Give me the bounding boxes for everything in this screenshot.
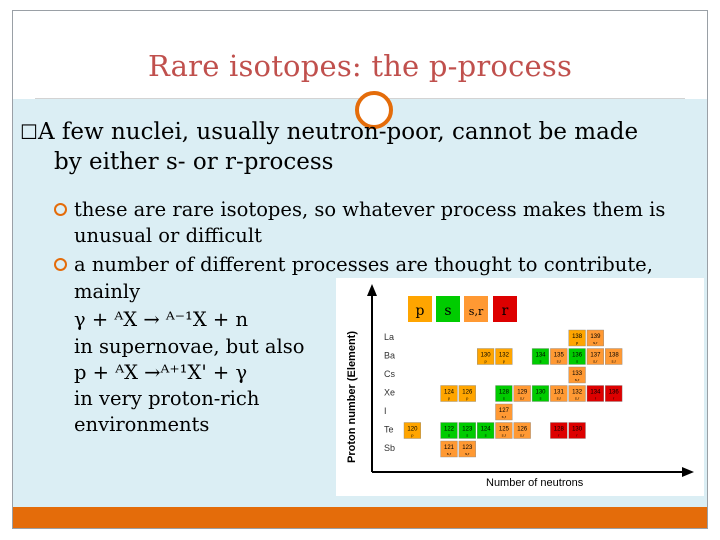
isotope-mass-label: 136 bbox=[608, 389, 619, 396]
checkbox-bullet-icon: ☐ bbox=[20, 120, 38, 144]
y-axis-arrow-icon bbox=[367, 284, 377, 296]
legend-label: p bbox=[415, 303, 425, 319]
isotope-type-label: s,r bbox=[593, 340, 598, 345]
isotope-type-label: s,r bbox=[593, 358, 598, 364]
isotope-mass-label: 123 bbox=[462, 426, 473, 433]
isotope-type-label: s,r bbox=[501, 414, 507, 419]
isotope-mass-label: 127 bbox=[498, 408, 509, 414]
isotope-mass-label: 129 bbox=[517, 389, 528, 396]
title-area bbox=[13, 11, 707, 99]
isotope-type-label: s bbox=[539, 358, 542, 364]
main-bullet-line2: by either s- or r-process bbox=[54, 148, 334, 175]
isotope-mass-label: 133 bbox=[572, 371, 583, 377]
isotope-mass-label: 126 bbox=[517, 426, 528, 433]
equation-line: γ + ᴬX → ᴬ⁻¹X + n bbox=[74, 308, 249, 331]
isotope-type-label: s,r bbox=[574, 377, 580, 382]
isotope-mass-label: 124 bbox=[480, 426, 491, 433]
isotope-type-label: r bbox=[613, 395, 615, 401]
isotope-type-label: r bbox=[594, 395, 597, 401]
isotope-type-label: s,r bbox=[446, 451, 452, 456]
isotope-mass-label: 130 bbox=[572, 426, 583, 433]
isotope-mass-label: 135 bbox=[553, 352, 564, 359]
isotope-mass-label: 136 bbox=[572, 352, 583, 359]
main-bullet bbox=[20, 118, 700, 178]
isotope-type-label: p bbox=[484, 358, 487, 364]
equation-line: in supernovae, but also bbox=[74, 335, 305, 358]
x-axis-arrow-icon bbox=[682, 467, 694, 477]
element-label: La bbox=[384, 332, 395, 342]
isotope-type-label: p bbox=[466, 395, 469, 401]
isotope-mass-label: 126 bbox=[462, 389, 473, 396]
sub-bullet-line2: mainly bbox=[74, 280, 141, 303]
isotope-chart bbox=[336, 278, 704, 496]
bottom-accent-bar bbox=[13, 507, 707, 528]
isotope-type-label: s bbox=[448, 432, 450, 438]
element-label: Cs bbox=[384, 369, 395, 379]
isotope-mass-label: 131 bbox=[553, 389, 564, 396]
isotope-mass-label: 138 bbox=[608, 352, 619, 359]
isotope-type-label: s bbox=[502, 395, 505, 401]
isotope-type-label: s,r bbox=[574, 395, 580, 401]
isotope-mass-label: 134 bbox=[535, 352, 546, 359]
equation-line: in very proton-rich bbox=[74, 387, 260, 410]
y-axis-label: Proton number (Element) bbox=[346, 330, 358, 463]
isotope-mass-label: 130 bbox=[535, 389, 546, 396]
isotope-type-label: p bbox=[411, 432, 414, 438]
isotope-type-label: s,r bbox=[611, 358, 616, 364]
equation-line: p + ᴬX →ᴬ⁺¹X' + γ bbox=[74, 361, 248, 384]
isotope-mass-label: 137 bbox=[590, 352, 601, 359]
isotope-type-label: p bbox=[447, 395, 451, 401]
isotope-mass-label: 130 bbox=[480, 352, 491, 359]
element-label: Ba bbox=[384, 350, 396, 361]
legend-label: s bbox=[444, 303, 452, 319]
isotope-type-label: s,r bbox=[519, 432, 525, 438]
isotope-mass-label: 139 bbox=[590, 334, 601, 340]
isotope-type-label: s,r bbox=[556, 395, 562, 401]
isotope-mass-label: 128 bbox=[553, 426, 564, 433]
isotope-mass-label: 122 bbox=[443, 426, 455, 433]
isotope-mass-label: 121 bbox=[443, 445, 455, 451]
sub-bullet-line1: a number of different processes are thought to contribute, bbox=[74, 253, 653, 276]
legend-label: r bbox=[501, 303, 509, 319]
isotope-mass-label: 123 bbox=[462, 445, 473, 451]
slide-title: Rare isotopes: the p-process bbox=[147, 49, 573, 83]
isotope-mass-label: 125 bbox=[498, 426, 509, 433]
isotope-type-label: s bbox=[539, 395, 542, 401]
isotope-type-label: s,r bbox=[501, 432, 507, 438]
sub-bullet-line1: these are rare isotopes, so whatever process makes them is bbox=[74, 198, 666, 221]
isotope-type-label: p bbox=[575, 340, 579, 345]
isotope-mass-label: 120 bbox=[407, 426, 418, 433]
isotope-type-label: s,r bbox=[519, 395, 525, 401]
element-label: Sb bbox=[384, 443, 396, 453]
isotope-type-label: s,r bbox=[556, 358, 562, 364]
isotope-type-label: s bbox=[576, 358, 579, 364]
element-label: Xe bbox=[384, 387, 396, 398]
element-label: Te bbox=[384, 424, 394, 435]
isotope-mass-label: 132 bbox=[572, 389, 583, 396]
legend-label: s,r bbox=[468, 305, 484, 318]
isotope-type-label: s,r bbox=[465, 451, 470, 456]
isotope-type-label: r bbox=[558, 432, 560, 438]
element-label: I bbox=[384, 406, 387, 416]
isotope-mass-label: 124 bbox=[443, 389, 455, 396]
isotope-mass-label: 138 bbox=[572, 334, 583, 340]
equation-line: environments bbox=[74, 413, 210, 436]
ring-bullet-icon bbox=[54, 258, 67, 271]
sub-bullet-line2: unusual or difficult bbox=[74, 224, 262, 247]
isotope-type-label: s bbox=[484, 432, 487, 438]
isotope-type-label: r bbox=[576, 432, 578, 438]
isotope-chart-svg bbox=[336, 278, 704, 496]
isotope-mass-label: 134 bbox=[590, 389, 601, 396]
isotope-mass-label: 128 bbox=[498, 389, 509, 396]
x-axis-label: Number of neutrons bbox=[486, 477, 584, 489]
main-bullet-line1: A few nuclei, usually neutron-poor, cannot be made bbox=[37, 119, 639, 145]
isotope-type-label: p bbox=[502, 358, 506, 364]
isotope-mass-label: 132 bbox=[498, 352, 509, 359]
isotope-type-label: s bbox=[466, 432, 469, 438]
ring-bullet-icon bbox=[54, 203, 67, 216]
